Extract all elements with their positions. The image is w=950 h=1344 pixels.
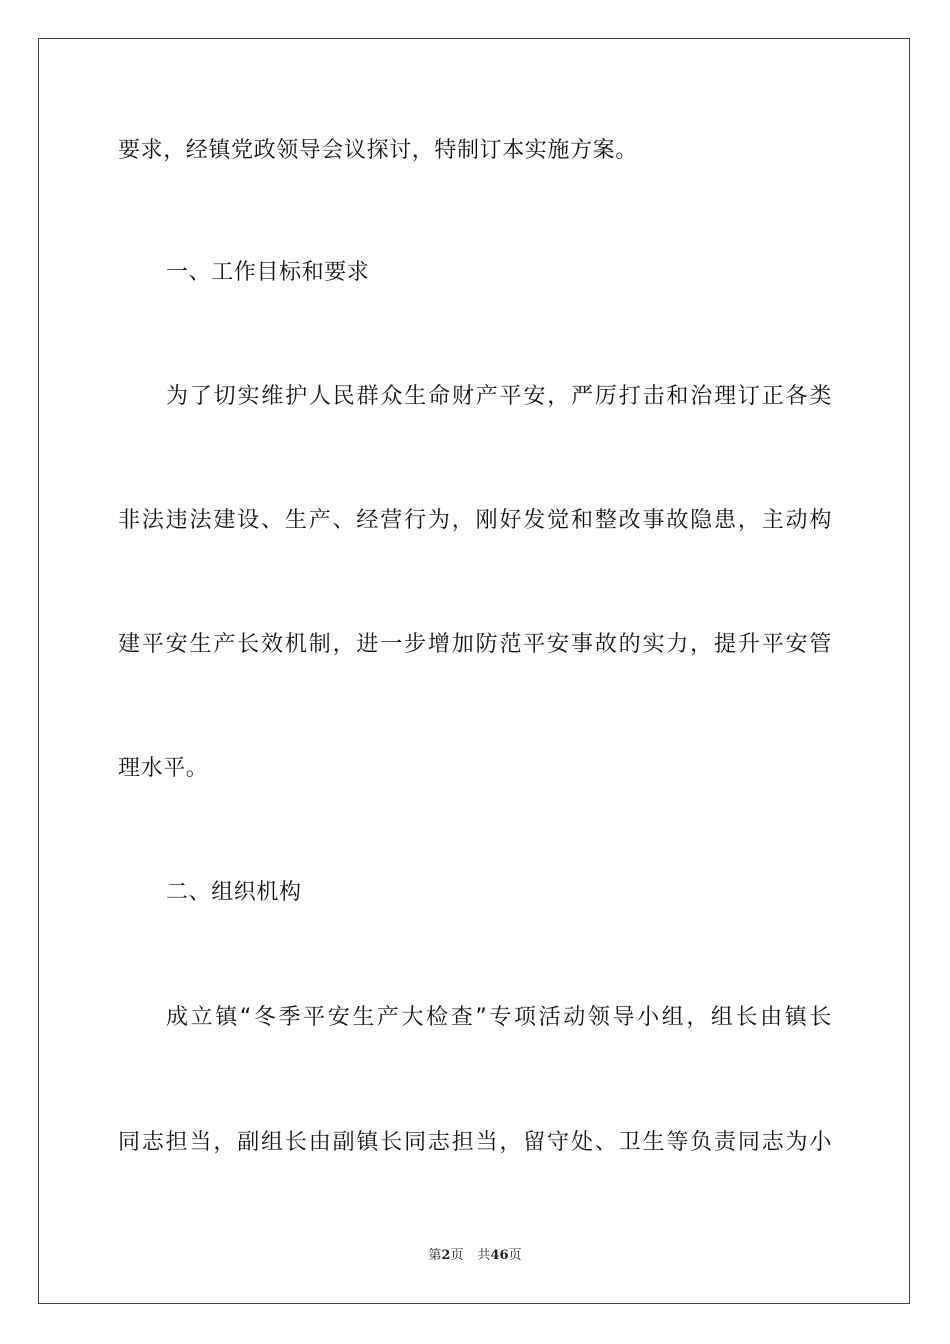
page-border (38, 38, 910, 1304)
page-footer (0, 1247, 950, 1265)
page-number: 2 (441, 1248, 451, 1263)
page-prefix: 第 (428, 1248, 442, 1263)
paragraph-line: 成立镇“冬季平安生产大检查”专项活动领导小组，组长由镇长 (166, 1005, 832, 1030)
total-pages: 46 (490, 1248, 509, 1263)
paragraph-line: 非法违法建设、生产、经营行为，刚好发觉和整改事故隐患，主动构 (118, 508, 832, 533)
section-heading: 一、工作目标和要求 (166, 260, 370, 285)
total-prefix: 共 (477, 1248, 491, 1263)
total-suffix: 页 (508, 1248, 522, 1263)
page-suffix: 页 (450, 1248, 464, 1263)
paragraph-line: 建平安生产长效机制，进一步增加防范平安事故的实力，提升平安管 (118, 632, 832, 657)
paragraph-line: 要求，经镇党政领导会议探讨，特制订本实施方案。 (118, 138, 638, 163)
paragraph-line: 同志担当，副组长由副镇长同志担当，留守处、卫生等负责同志为小 (118, 1130, 832, 1155)
paragraph-line: 为了切实维护人民群众生命财产平安，严厉打击和治理订正各类 (166, 384, 832, 409)
section-heading: 二、组织机构 (166, 880, 302, 905)
paragraph-line: 理水平。 (118, 756, 209, 781)
